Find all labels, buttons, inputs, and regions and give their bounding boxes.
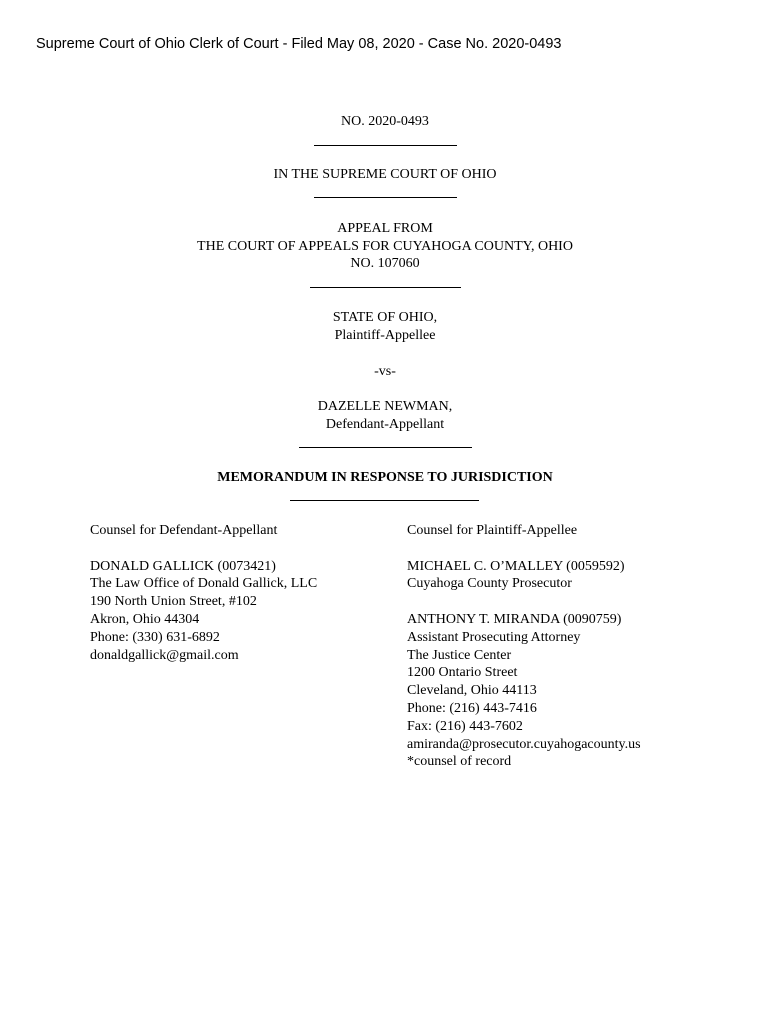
filing-stamp: Supreme Court of Ohio Clerk of Court - Filed May 08, 2020 - Case No. 2020-0493 — [36, 36, 562, 52]
counsel-line: DONALD GALLICK (0073421) — [90, 558, 276, 574]
appeal-line-3: NO. 107060 — [350, 256, 420, 271]
counsel-line: Phone: (330) 631-6892 — [90, 629, 220, 645]
counsel-line: 1200 Ontario Street — [407, 665, 518, 681]
versus-block — [0, 363, 770, 381]
divider-rule — [310, 287, 461, 288]
divider-rule — [314, 145, 457, 146]
counsel-email: amiranda@prosecutor.cuyahogacounty.us — [407, 736, 641, 752]
counsel-line: 190 North Union Street, #102 — [90, 594, 257, 610]
appeal-block — [0, 220, 770, 273]
title-block — [0, 469, 770, 487]
counsel-line: Assistant Prosecuting Attorney — [407, 629, 581, 645]
defendant-role: Defendant-Appellant — [325, 416, 445, 432]
plaintiff-role: Plaintiff-Appellee — [334, 327, 436, 343]
counsel-line: Cleveland, Ohio 44113 — [407, 683, 537, 699]
counsel-line: MICHAEL C. O’MALLEY (0059592) — [407, 558, 625, 574]
counsel-line: Akron, Ohio 44304 — [90, 611, 200, 627]
counsel-heading: Counsel for Defendant-Appellant — [90, 523, 278, 538]
counsel-defendant-column — [90, 522, 317, 664]
court-block — [0, 166, 770, 184]
appeal-line-2: THE COURT OF APPEALS FOR CUYAHOGA COUNTY, OHIO — [197, 238, 573, 254]
divider-rule — [299, 447, 472, 448]
defendant-name: DAZELLE NEWMAN, — [317, 399, 453, 414]
counsel-line: The Law Office of Donald Gallick, LLC — [90, 576, 318, 592]
divider-rule — [314, 197, 457, 198]
plaintiff-block — [0, 309, 770, 344]
versus: -vs- — [374, 364, 396, 379]
appeal-line-1: APPEAL FROM — [337, 221, 433, 236]
case-number-block — [0, 113, 770, 131]
counsel-line: ANTHONY T. MIRANDA (0090759) — [407, 611, 622, 627]
counsel-line: Cuyahoga County Prosecutor — [407, 576, 572, 592]
counsel-line: Fax: (216) 443-7602 — [407, 718, 523, 734]
counsel-line: Phone: (216) 443-7416 — [407, 700, 537, 716]
counsel-line: The Justice Center — [407, 647, 512, 663]
court-name: IN THE SUPREME COURT OF OHIO — [273, 167, 497, 182]
counsel-plaintiff-column — [407, 522, 641, 771]
document-title: MEMORANDUM IN RESPONSE TO JURISDICTION — [217, 470, 553, 485]
plaintiff-name: STATE OF OHIO, — [332, 310, 438, 325]
case-number: NO. 2020-0493 — [341, 114, 429, 129]
counsel-note: *counsel of record — [407, 754, 512, 770]
counsel-email: donaldgallick@gmail.com — [90, 647, 239, 663]
divider-rule — [290, 500, 479, 501]
counsel-heading: Counsel for Plaintiff-Appellee — [407, 523, 578, 538]
defendant-block — [0, 398, 770, 433]
